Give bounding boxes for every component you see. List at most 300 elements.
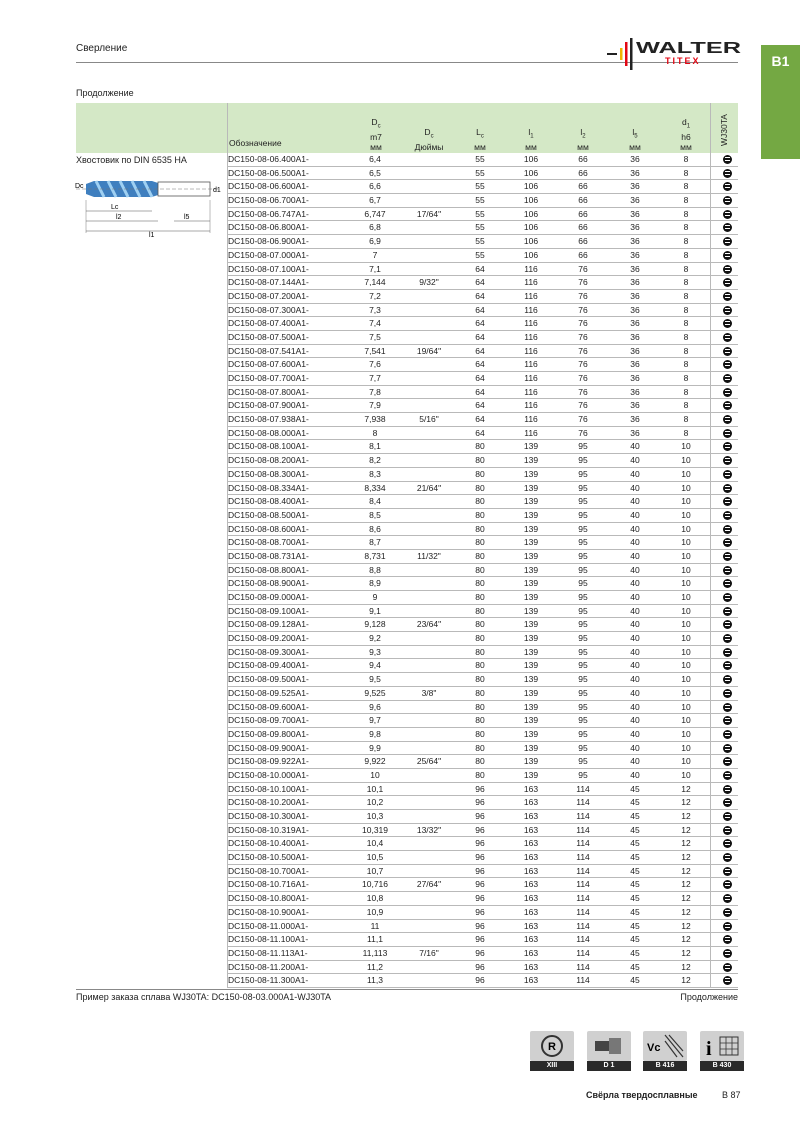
table-cell: 163: [523, 852, 539, 863]
table-cell: 11: [370, 920, 380, 931]
table-cell: 10: [681, 468, 691, 479]
table-row: [227, 536, 738, 550]
table-cell: 10,5: [366, 852, 384, 863]
availability-icon: [716, 961, 738, 974]
availability-icon: [716, 427, 738, 440]
table-row: [227, 824, 738, 838]
table-row: [227, 646, 738, 660]
table-cell: DC150-08-11.000A1-: [228, 920, 309, 931]
table-cell: 9,1: [369, 605, 381, 616]
table-cell: 8: [683, 345, 689, 356]
table-cell: 95: [578, 564, 588, 575]
table-cell: 139: [523, 523, 539, 534]
table-cell: 114: [576, 920, 590, 931]
table-cell: 8: [683, 373, 689, 383]
table-row: [227, 263, 738, 277]
table-cell: 45: [630, 934, 640, 945]
table-cell: 45: [630, 893, 640, 904]
table-cell: 139: [523, 468, 539, 479]
table-cell: 45: [630, 797, 640, 808]
section-title: Сверление: [76, 43, 128, 54]
table-cell: 163: [523, 797, 539, 808]
availability-icon: [716, 276, 738, 289]
table-cell: 76: [578, 427, 588, 438]
availability-icon: [716, 865, 738, 878]
continuation-note-top: Продолжение: [76, 88, 134, 98]
table-cell: 95: [578, 509, 588, 520]
table-cell: DC150-08-09.100A1-: [228, 605, 309, 616]
table-cell: 80: [475, 509, 485, 520]
table-cell: 8: [683, 181, 689, 192]
availability-icon: [716, 290, 738, 303]
table-row: [227, 947, 738, 961]
svg-text:R: R: [548, 1041, 556, 1053]
order-example: Пример заказа сплава WJ30TA: DC150-08-03.000A1-WJ30TA: [76, 992, 332, 1002]
table-cell: 80: [475, 660, 485, 671]
table-cell: 80: [475, 687, 485, 698]
table-cell: 64: [475, 263, 485, 274]
table-cell: DC150-08-08.400A1-: [228, 496, 309, 507]
table-cell: 40: [630, 441, 640, 452]
svg-text:l1: l1: [149, 232, 155, 239]
table-cell: 8,8: [369, 564, 381, 575]
table-row: [227, 974, 738, 988]
table-cell: 7/16": [419, 947, 439, 958]
table-cell: 36: [630, 331, 640, 342]
table-cell: 114: [576, 961, 590, 972]
table-cell: DC150-08-08.200A1-: [228, 455, 309, 466]
table-cell: DC150-08-11.300A1-: [228, 975, 309, 986]
table-cell: 12: [681, 783, 691, 794]
table-cell: 36: [630, 277, 640, 288]
table-cell: 106: [523, 222, 539, 233]
table-row: [227, 714, 738, 728]
table-cell: 114: [576, 975, 590, 986]
table-cell: 7,9: [369, 400, 381, 411]
table-cell: DC150-08-07.500A1-: [228, 331, 309, 342]
table-cell: 55: [475, 249, 485, 260]
table-cell: 76: [578, 373, 588, 383]
table-cell: 10,2: [366, 797, 384, 808]
table-cell: 116: [524, 290, 538, 301]
table-cell: DC150-08-09.000A1-: [228, 592, 309, 602]
table-cell: 116: [524, 359, 538, 370]
availability-icon: [716, 728, 738, 741]
table-cell: 45: [630, 783, 640, 794]
table-cell: 8: [683, 290, 689, 301]
table-cell: 10,7: [366, 865, 384, 876]
table-cell: 7,1: [369, 263, 381, 274]
table-cell: 40: [630, 509, 640, 520]
chapter-tab: [761, 45, 800, 159]
table-cell: 95: [578, 715, 588, 726]
table-cell: 45: [630, 865, 640, 876]
availability-icon: [716, 769, 738, 782]
table-cell: 17/64": [416, 208, 442, 219]
table-cell: 163: [523, 893, 539, 904]
table-cell: 114: [576, 783, 590, 794]
table-row: [227, 454, 738, 468]
table-cell: DC150-08-10.200A1-: [228, 797, 309, 808]
table-cell: 80: [475, 523, 485, 534]
table-cell: 21/64": [416, 482, 442, 493]
table-cell: 139: [523, 687, 539, 698]
table-cell: 76: [578, 263, 588, 274]
table-cell: 9/32": [419, 277, 439, 288]
availability-icon: [716, 947, 738, 960]
table-cell: 64: [475, 373, 485, 383]
table-cell: 10: [681, 728, 691, 739]
table-cell: 95: [578, 441, 588, 452]
table-row: [227, 180, 738, 194]
table-cell: 80: [475, 742, 485, 753]
availability-icon: [716, 358, 738, 371]
table-cell: 95: [578, 592, 588, 602]
table-cell: 8,5: [369, 509, 381, 520]
table-row: [227, 906, 738, 920]
shank-label: Хвостовик по DIN 6535 HA: [76, 155, 187, 165]
table-cell: 139: [523, 537, 539, 548]
table-cell: 116: [524, 345, 538, 356]
availability-icon: [716, 482, 738, 495]
table-row: [227, 440, 738, 454]
table-cell: 45: [630, 975, 640, 986]
table-row: [227, 605, 738, 619]
table-cell: 5/16": [419, 414, 439, 425]
availability-icon: [716, 221, 738, 234]
table-cell: DC150-08-11.200A1-: [228, 961, 309, 972]
table-cell: DC150-08-06.800A1-: [228, 222, 309, 233]
table-row: [227, 920, 738, 934]
table-cell: DC150-08-10.800A1-: [228, 893, 309, 904]
table-row: [227, 372, 738, 386]
table-cell: 139: [523, 441, 539, 452]
table-cell: 10: [681, 715, 691, 726]
table-cell: 95: [578, 728, 588, 739]
availability-icon: [716, 386, 738, 399]
table-cell: 10: [681, 633, 691, 644]
table-row: [227, 618, 738, 632]
table-cell: 40: [630, 564, 640, 575]
table-cell: DC150-08-07.200A1-: [228, 290, 309, 301]
table-cell: 10: [681, 564, 691, 575]
table-cell: 8,3: [369, 468, 381, 479]
svg-text:d1: d1: [213, 187, 221, 194]
table-cell: 163: [523, 934, 539, 945]
table-cell: 6,9: [369, 236, 381, 247]
table-cell: 6,4: [369, 154, 381, 164]
table-cell: 9,4: [369, 660, 381, 671]
table-cell: 80: [475, 496, 485, 507]
table-cell: 96: [475, 961, 485, 972]
table-cell: 36: [630, 208, 640, 219]
table-cell: 36: [630, 386, 640, 397]
table-cell: 40: [630, 482, 640, 493]
table-cell: DC150-08-10.700A1-: [228, 865, 309, 876]
table-cell: 95: [578, 605, 588, 616]
table-row: [227, 591, 738, 605]
table-cell: DC150-08-06.900A1-: [228, 236, 309, 247]
col-dc-inch: $D_c$ Дюймы: [414, 127, 444, 152]
table-cell: 8: [683, 331, 689, 342]
table-cell: 163: [523, 838, 539, 849]
table-cell: 6,5: [369, 167, 381, 178]
table-cell: 9,525: [364, 687, 386, 698]
table-cell: 55: [475, 154, 485, 164]
availability-icon: [716, 180, 738, 193]
table-cell: 96: [475, 975, 485, 986]
table-cell: DC150-08-08.800A1-: [228, 564, 309, 575]
table-cell: DC150-08-09.500A1-: [228, 674, 309, 685]
table-cell: 12: [681, 824, 691, 835]
table-cell: 36: [630, 304, 640, 315]
table-cell: 163: [523, 906, 539, 917]
table-cell: 10,1: [366, 783, 384, 794]
table-cell: 10: [681, 701, 691, 712]
table-cell: 9,9: [369, 742, 381, 753]
table-cell: 139: [523, 564, 539, 575]
col-d1: $d_1$ h6 мм: [680, 117, 692, 152]
table-cell: 12: [681, 865, 691, 876]
info-icon[interactable]: i B 430: [700, 1031, 744, 1071]
table-cell: 163: [523, 975, 539, 986]
table-cell: 96: [475, 824, 485, 835]
table-cell: 116: [524, 318, 538, 329]
table-cell: 12: [681, 838, 691, 849]
table-row: [227, 742, 738, 756]
table-cell: 163: [523, 961, 539, 972]
table-cell: DC150-08-08.000A1-: [228, 427, 309, 438]
col-l1: $l_1$ мм: [525, 127, 537, 152]
table-cell: 9,6: [369, 701, 381, 712]
table-cell: 40: [630, 633, 640, 644]
table-cell: 40: [630, 742, 640, 753]
table-cell: 55: [475, 167, 485, 178]
table-cell: 8: [683, 427, 689, 438]
table-cell: 10: [681, 523, 691, 534]
table-cell: 8: [683, 167, 689, 178]
table-cell: 76: [578, 331, 588, 342]
table-row: [227, 961, 738, 975]
availability-icon: [716, 851, 738, 864]
table-cell: DC150-08-09.922A1-: [228, 756, 309, 767]
table-cell: 36: [630, 345, 640, 356]
tool-holder-icon[interactable]: D 1: [587, 1031, 631, 1071]
table-cell: 139: [523, 701, 539, 712]
table-cell: 55: [475, 222, 485, 233]
table-cell: 80: [475, 564, 485, 575]
table-row: [227, 167, 738, 181]
table-cell: 36: [630, 427, 640, 438]
table-cell: 40: [630, 701, 640, 712]
table-cell: 10: [681, 578, 691, 589]
table-cell: DC150-08-09.600A1-: [228, 701, 309, 712]
table-cell: DC150-08-06.500A1-: [228, 167, 309, 178]
table-cell: 116: [524, 331, 538, 342]
table-cell: 95: [578, 578, 588, 589]
availability-icon: [716, 495, 738, 508]
table-cell: 139: [523, 619, 539, 630]
availability-icon: [716, 837, 738, 850]
table-cell: 114: [576, 906, 590, 917]
table-row: [227, 194, 738, 208]
table-row: [227, 659, 738, 673]
table-cell: 55: [475, 208, 485, 219]
table-cell: 66: [578, 208, 588, 219]
table-cell: 11,113: [362, 947, 388, 958]
cutting-data-icon[interactable]: Vc B 416: [643, 1031, 687, 1071]
availability-icon: [716, 372, 738, 385]
table-cell: DC150-08-07.600A1-: [228, 359, 309, 370]
table-row: [227, 317, 738, 331]
table-cell: 8: [683, 208, 689, 219]
table-cell: DC150-08-08.600A1-: [228, 523, 309, 534]
table-cell: 10: [681, 482, 691, 493]
table-cell: 116: [524, 263, 538, 274]
availability-icon: [716, 714, 738, 727]
table-cell: 9,5: [369, 674, 381, 685]
table-cell: 8,7: [369, 537, 381, 548]
table-cell: 106: [523, 154, 539, 164]
chapter-tab-label: B1: [771, 53, 790, 69]
table-cell: 80: [475, 728, 485, 739]
table-cell: 64: [475, 359, 485, 370]
table-cell: 40: [630, 605, 640, 616]
table-cell: 10,3: [366, 811, 384, 821]
table-cell: 163: [523, 947, 539, 958]
table-cell: DC150-08-10.000A1-: [228, 769, 309, 780]
table-cell: 95: [578, 523, 588, 534]
table-cell: 80: [475, 769, 485, 780]
table-cell: 9,922: [364, 756, 386, 767]
table-cell: DC150-08-07.541A1-: [228, 345, 309, 356]
table-cell: 95: [578, 674, 588, 685]
table-cell: 9,7: [369, 715, 381, 726]
table-cell: 106: [523, 249, 539, 260]
table-cell: 114: [576, 879, 590, 890]
table-cell: 139: [523, 482, 539, 493]
table-cell: 95: [578, 742, 588, 753]
table-cell: 8: [683, 414, 689, 425]
table-cell: 40: [630, 468, 640, 479]
table-cell: 8,9: [369, 578, 381, 589]
table-cell: 55: [475, 195, 485, 206]
table-row: [227, 892, 738, 906]
table-cell: 9,3: [369, 646, 381, 657]
table-cell: 64: [475, 386, 485, 397]
table-cell: 10,4: [366, 838, 384, 849]
table-cell: 80: [475, 468, 485, 479]
table-cell: 6,8: [369, 222, 381, 233]
table-cell: 163: [523, 920, 539, 931]
table-cell: 10: [681, 455, 691, 466]
table-cell: 7: [372, 249, 378, 260]
table-row: [227, 783, 738, 797]
table-cell: 95: [578, 482, 588, 493]
table-cell: 116: [524, 373, 538, 383]
table-cell: 66: [578, 154, 588, 164]
availability-icon: [716, 659, 738, 672]
table-cell: 80: [475, 441, 485, 452]
table-cell: 7,541: [364, 345, 386, 356]
table-cell: 96: [475, 797, 485, 808]
table-cell: 10: [681, 660, 691, 671]
r-icon[interactable]: R XIII: [530, 1031, 574, 1071]
table-cell: 9: [372, 592, 378, 602]
product-table-body: [227, 153, 738, 988]
availability-icon: [716, 755, 738, 768]
table-row: [227, 358, 738, 372]
table-cell: 139: [523, 578, 539, 589]
table-cell: 66: [578, 236, 588, 247]
table-row: [227, 413, 738, 427]
table-row: [227, 153, 738, 167]
table-cell: 80: [475, 715, 485, 726]
table-cell: 7,7: [369, 373, 381, 383]
table-row: [227, 796, 738, 810]
table-cell: 114: [576, 893, 590, 904]
table-row: [227, 468, 738, 482]
table-cell: 96: [475, 947, 485, 958]
table-cell: DC150-08-07.144A1-: [228, 277, 309, 288]
table-cell: DC150-08-10.716A1-: [228, 879, 309, 890]
table-cell: 80: [475, 592, 485, 602]
drill-drawing: [74, 170, 226, 240]
table-cell: 40: [630, 523, 640, 534]
table-cell: 55: [475, 236, 485, 247]
table-row: [227, 878, 738, 892]
table-cell: 80: [475, 619, 485, 630]
table-cell: 64: [475, 414, 485, 425]
table-cell: 76: [578, 386, 588, 397]
table-cell: 36: [630, 263, 640, 274]
col-l2: $l_2$ мм: [577, 127, 589, 152]
table-cell: 106: [523, 208, 539, 219]
table-cell: DC150-08-09.525A1-: [228, 687, 309, 698]
table-row: [227, 304, 738, 318]
table-cell: 80: [475, 578, 485, 589]
table-cell: DC150-08-08.500A1-: [228, 509, 309, 520]
table-cell: 66: [578, 222, 588, 233]
table-cell: 66: [578, 249, 588, 260]
table-cell: 10: [681, 496, 691, 507]
svg-text:l5: l5: [184, 214, 190, 221]
availability-icon: [716, 235, 738, 248]
table-cell: 8: [683, 400, 689, 411]
table-cell: DC150-08-08.900A1-: [228, 578, 309, 589]
table-cell: 10: [681, 742, 691, 753]
table-cell: 96: [475, 879, 485, 890]
table-cell: 106: [523, 181, 539, 192]
table-cell: 64: [475, 331, 485, 342]
table-cell: 163: [523, 811, 539, 821]
table-cell: 139: [523, 769, 539, 780]
table-cell: 40: [630, 687, 640, 698]
availability-icon: [716, 536, 738, 549]
table-cell: 139: [523, 660, 539, 671]
table-cell: DC150-08-09.700A1-: [228, 715, 309, 726]
table-cell: 80: [475, 550, 485, 561]
table-cell: 66: [578, 195, 588, 206]
table-cell: 114: [576, 838, 590, 849]
table-row: [227, 728, 738, 742]
table-cell: 12: [681, 852, 691, 863]
table-cell: 27/64": [416, 879, 442, 890]
table-cell: 64: [475, 400, 485, 411]
table-cell: 139: [523, 742, 539, 753]
table-cell: 10: [681, 619, 691, 630]
table-cell: 10: [681, 537, 691, 548]
